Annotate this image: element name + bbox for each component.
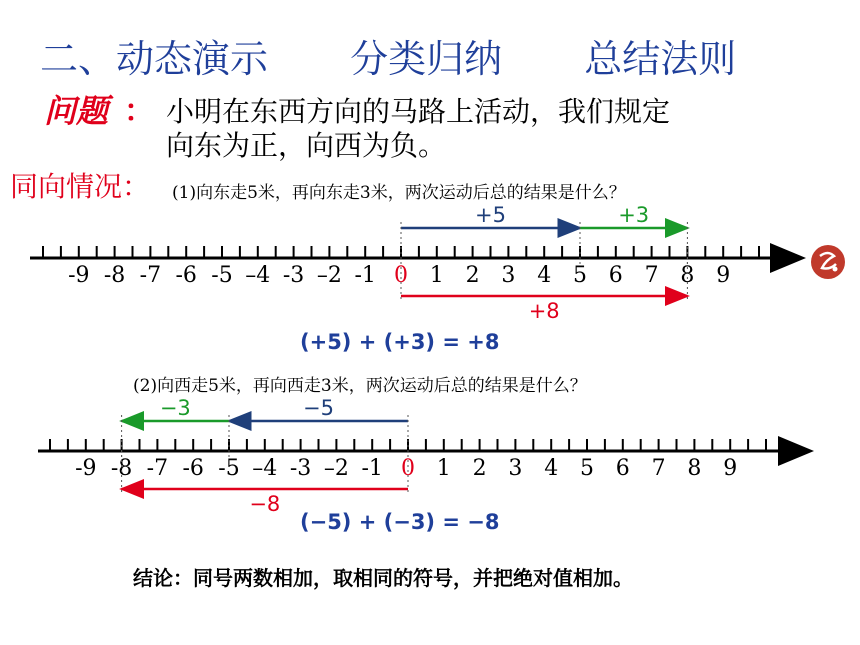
tick-label: 0 [394, 263, 408, 288]
tick-label: -7 [146, 456, 169, 481]
arrow-label: +5 [475, 203, 506, 227]
arrow-label: −5 [303, 396, 334, 420]
tick-label: -8 [103, 263, 126, 288]
nav-logo-icon[interactable] [808, 242, 848, 282]
number-line-2 [38, 396, 808, 516]
tick-label: 4 [544, 456, 559, 481]
tick-label: -3 [289, 456, 312, 481]
tick-label: 2 [465, 263, 480, 288]
tick-label: 6 [615, 456, 630, 481]
tick-label: 5 [580, 456, 594, 481]
arrow-label: −3 [159, 396, 191, 420]
case-label: 同向情况： [10, 170, 151, 203]
tick-label: -5 [218, 456, 240, 481]
tick-label: -7 [139, 263, 162, 288]
example1-equation: (+5) + (+3) = +8 [300, 330, 500, 354]
tick-label: -9 [75, 456, 97, 481]
tick-label: -1 [354, 263, 376, 288]
tick-label: 5 [573, 263, 587, 288]
arrow-label: +3 [618, 203, 650, 227]
tick-label: 9 [723, 456, 738, 481]
tick-label: 2 [472, 456, 487, 481]
tick-label: -9 [68, 263, 90, 288]
tick-label: 7 [644, 263, 659, 288]
tick-label: 7 [651, 456, 666, 481]
arrow-label: +8 [528, 299, 560, 323]
tick-label: -3 [282, 263, 305, 288]
tick-label: –4 [245, 263, 271, 288]
tick-label: 4 [537, 263, 552, 288]
tick-label: -5 [211, 263, 233, 288]
tick-label: –2 [323, 456, 349, 481]
example2-question: (2)向西走5米，再向西走3米，两次运动后总的结果是什么？ [133, 376, 587, 396]
conclusion: 结论：同号两数相加，取相同的符号，并把绝对值相加。 [133, 566, 633, 590]
problem-label: 问题 [44, 92, 109, 130]
title-part-3: 总结法则 [584, 37, 737, 81]
example1-question: (1)向东走5米，再向东走3米，两次运动后总的结果是什么？ [172, 183, 626, 203]
arrow-label: −8 [249, 492, 281, 516]
tick-label: -8 [110, 456, 133, 481]
problem-colon: ： [124, 94, 154, 129]
problem-text-line1: 小明在东西方向的马路上活动，我们规定 [166, 95, 671, 128]
tick-label: 8 [687, 456, 702, 481]
tick-label: -6 [175, 263, 197, 288]
example2-equation: (−5) + (−3) = −8 [300, 510, 500, 534]
number-line-1 [30, 203, 800, 323]
tick-label: -6 [182, 456, 204, 481]
tick-label: 8 [680, 263, 695, 288]
tick-label: 3 [508, 456, 523, 481]
tick-label: 1 [429, 263, 444, 288]
tick-label: 1 [436, 456, 451, 481]
title-part-2: 分类归纳 [350, 37, 503, 81]
tick-label: 0 [401, 456, 415, 481]
problem-text-line2: 向东为正，向西为负。 [166, 129, 447, 162]
tick-label: 9 [716, 263, 731, 288]
tick-label: -1 [361, 456, 383, 481]
title-part-1: 二、动态演示 [40, 37, 269, 81]
tick-label: –4 [252, 456, 278, 481]
tick-label: 3 [501, 263, 516, 288]
tick-label: –2 [316, 263, 342, 288]
tick-label: 6 [608, 263, 623, 288]
